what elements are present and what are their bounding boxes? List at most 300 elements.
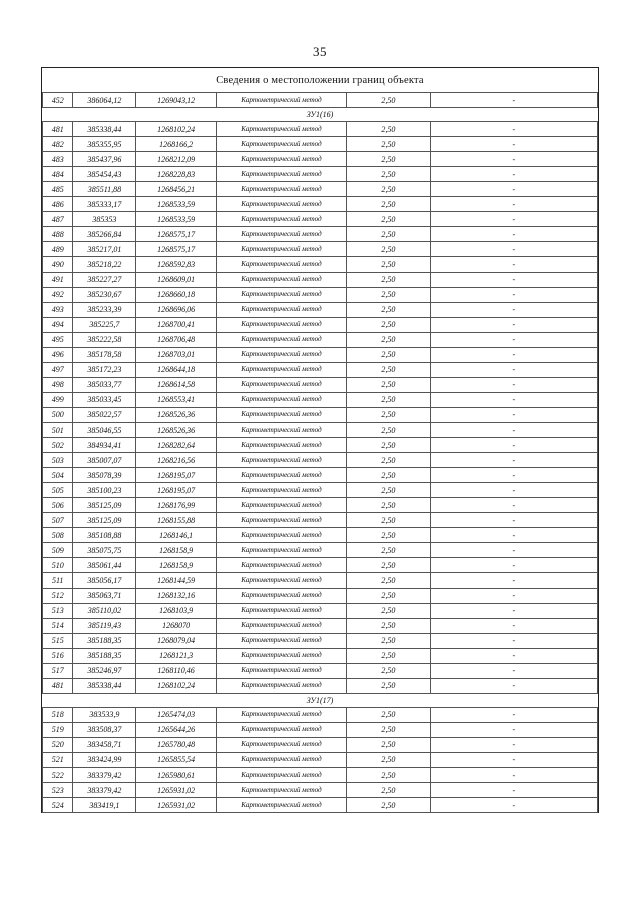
accuracy-cell: 2,50 <box>347 438 431 453</box>
table-row <box>43 663 598 678</box>
x-coordinate-cell: 385033,77 <box>73 377 136 392</box>
method-cell: Картометрический метод <box>216 302 346 317</box>
description-cell: - <box>430 272 597 287</box>
description-cell: - <box>430 618 597 633</box>
method-cell: Картометрический метод <box>216 783 346 798</box>
x-coordinate-cell: 386064,12 <box>73 93 136 108</box>
x-coordinate-cell: 385246,97 <box>73 663 136 678</box>
y-coordinate-cell: 1268614,58 <box>136 377 216 392</box>
table-row <box>43 798 598 813</box>
point-number-cell: 452 <box>43 93 73 108</box>
point-number-cell: 489 <box>43 242 73 257</box>
table-row <box>43 783 598 798</box>
y-coordinate-cell: 1268079,04 <box>136 633 216 648</box>
point-number-cell: 488 <box>43 227 73 242</box>
x-coordinate-cell: 383458,71 <box>73 737 136 752</box>
point-number-cell: 487 <box>43 212 73 227</box>
y-coordinate-cell: 1268121,3 <box>136 648 216 663</box>
point-number-cell: 507 <box>43 513 73 528</box>
accuracy-cell: 2,50 <box>347 543 431 558</box>
point-number-cell: 512 <box>43 588 73 603</box>
accuracy-cell: 2,50 <box>347 783 431 798</box>
point-number-cell: 509 <box>43 543 73 558</box>
x-coordinate-cell: 385266,84 <box>73 227 136 242</box>
accuracy-cell: 2,50 <box>347 362 431 377</box>
x-coordinate-cell: 385075,75 <box>73 543 136 558</box>
method-cell: Картометрический метод <box>216 197 346 212</box>
y-coordinate-cell: 1265980,61 <box>136 768 216 783</box>
method-cell: Картометрический метод <box>216 633 346 648</box>
accuracy-cell: 2,50 <box>347 407 431 422</box>
x-coordinate-cell: 385125,09 <box>73 498 136 513</box>
method-cell: Картометрический метод <box>216 468 346 483</box>
y-coordinate-cell: 1268533,59 <box>136 197 216 212</box>
description-cell: - <box>430 798 597 813</box>
description-cell: - <box>430 137 597 152</box>
point-number-cell: 519 <box>43 722 73 737</box>
accuracy-cell: 2,50 <box>347 182 431 197</box>
point-number-cell: 520 <box>43 737 73 752</box>
point-number-cell: 485 <box>43 182 73 197</box>
table-row <box>43 513 598 528</box>
point-number-cell: 508 <box>43 528 73 543</box>
x-coordinate-cell: 385188,35 <box>73 633 136 648</box>
accuracy-cell: 2,50 <box>347 633 431 648</box>
point-number-cell: 501 <box>43 422 73 437</box>
point-number-cell: 514 <box>43 618 73 633</box>
x-coordinate-cell: 385217,01 <box>73 242 136 257</box>
table-row <box>43 678 598 693</box>
x-coordinate-cell: 385061,44 <box>73 558 136 573</box>
point-number-cell: 513 <box>43 603 73 618</box>
accuracy-cell: 2,50 <box>347 663 431 678</box>
point-number-cell: 523 <box>43 783 73 798</box>
x-coordinate-cell: 385172,23 <box>73 362 136 377</box>
accuracy-cell: 2,50 <box>347 287 431 302</box>
description-cell: - <box>430 347 597 362</box>
y-coordinate-cell: 1265644,26 <box>136 722 216 737</box>
point-number-cell: 491 <box>43 272 73 287</box>
description-cell: - <box>430 783 597 798</box>
description-cell: - <box>430 663 597 678</box>
x-coordinate-cell: 385222,58 <box>73 332 136 347</box>
point-number-cell: 490 <box>43 257 73 272</box>
table-row <box>43 167 598 182</box>
point-number-cell: 481 <box>43 678 73 693</box>
method-cell: Картометрический метод <box>216 93 346 108</box>
method-cell: Картометрический метод <box>216 573 346 588</box>
accuracy-cell: 2,50 <box>347 137 431 152</box>
accuracy-cell: 2,50 <box>347 483 431 498</box>
group-header-row <box>43 693 598 707</box>
point-number-cell: 500 <box>43 407 73 422</box>
group-label: ЗУ1(16) <box>43 108 598 122</box>
description-cell: - <box>430 182 597 197</box>
description-cell: - <box>430 678 597 693</box>
accuracy-cell: 2,50 <box>347 152 431 167</box>
accuracy-cell: 2,50 <box>347 513 431 528</box>
description-cell: - <box>430 438 597 453</box>
point-number-cell: 486 <box>43 197 73 212</box>
table-row <box>43 392 598 407</box>
accuracy-cell: 2,50 <box>347 167 431 182</box>
method-cell: Картометрический метод <box>216 768 346 783</box>
accuracy-cell: 2,50 <box>347 302 431 317</box>
table-row <box>43 407 598 422</box>
method-cell: Картометрический метод <box>216 528 346 543</box>
y-coordinate-cell: 1268158,9 <box>136 543 216 558</box>
description-cell: - <box>430 737 597 752</box>
point-number-cell: 499 <box>43 392 73 407</box>
table-row <box>43 498 598 513</box>
description-cell: - <box>430 513 597 528</box>
y-coordinate-cell: 1265780,48 <box>136 737 216 752</box>
accuracy-cell: 2,50 <box>347 603 431 618</box>
point-number-cell: 522 <box>43 768 73 783</box>
y-coordinate-cell: 1268144,59 <box>136 573 216 588</box>
x-coordinate-cell: 383419,1 <box>73 798 136 813</box>
y-coordinate-cell: 1268166,2 <box>136 137 216 152</box>
point-number-cell: 494 <box>43 317 73 332</box>
x-coordinate-cell: 385225,7 <box>73 317 136 332</box>
table-row <box>43 543 598 558</box>
description-cell: - <box>430 468 597 483</box>
table-row <box>43 752 598 767</box>
coordinates-table-body <box>43 68 598 813</box>
y-coordinate-cell: 1269043,12 <box>136 93 216 108</box>
accuracy-cell: 2,50 <box>347 573 431 588</box>
y-coordinate-cell: 1265855,54 <box>136 752 216 767</box>
method-cell: Картометрический метод <box>216 362 346 377</box>
x-coordinate-cell: 385227,27 <box>73 272 136 287</box>
coordinates-table <box>42 68 598 813</box>
method-cell: Картометрический метод <box>216 347 346 362</box>
y-coordinate-cell: 1268703,01 <box>136 347 216 362</box>
accuracy-cell: 2,50 <box>347 242 431 257</box>
x-coordinate-cell: 385338,44 <box>73 122 136 137</box>
point-number-cell: 484 <box>43 167 73 182</box>
y-coordinate-cell: 1268146,1 <box>136 528 216 543</box>
table-row <box>43 302 598 317</box>
y-coordinate-cell: 1268592,83 <box>136 257 216 272</box>
description-cell: - <box>430 648 597 663</box>
table-row <box>43 242 598 257</box>
x-coordinate-cell: 383379,42 <box>73 783 136 798</box>
table-row <box>43 93 598 108</box>
method-cell: Картометрический метод <box>216 483 346 498</box>
table-row <box>43 377 598 392</box>
x-coordinate-cell: 385125,09 <box>73 513 136 528</box>
point-number-cell: 516 <box>43 648 73 663</box>
y-coordinate-cell: 1268553,41 <box>136 392 216 407</box>
table-row <box>43 483 598 498</box>
point-number-cell: 505 <box>43 483 73 498</box>
x-coordinate-cell: 385338,44 <box>73 678 136 693</box>
point-number-cell: 495 <box>43 332 73 347</box>
method-cell: Картометрический метод <box>216 317 346 332</box>
table-row <box>43 332 598 347</box>
method-cell: Картометрический метод <box>216 152 346 167</box>
y-coordinate-cell: 1268575,17 <box>136 242 216 257</box>
y-coordinate-cell: 1268660,18 <box>136 287 216 302</box>
table-row <box>43 197 598 212</box>
method-cell: Картометрический метод <box>216 722 346 737</box>
method-cell: Картометрический метод <box>216 392 346 407</box>
x-coordinate-cell: 385046,55 <box>73 422 136 437</box>
method-cell: Картометрический метод <box>216 182 346 197</box>
y-coordinate-cell: 1268706,48 <box>136 332 216 347</box>
method-cell: Картометрический метод <box>216 752 346 767</box>
table-row <box>43 468 598 483</box>
point-number-cell: 503 <box>43 453 73 468</box>
method-cell: Картометрический метод <box>216 678 346 693</box>
table-row <box>43 152 598 167</box>
description-cell: - <box>430 332 597 347</box>
table-row <box>43 648 598 663</box>
accuracy-cell: 2,50 <box>347 768 431 783</box>
point-number-cell: 498 <box>43 377 73 392</box>
y-coordinate-cell: 1268575,17 <box>136 227 216 242</box>
method-cell: Картометрический метод <box>216 663 346 678</box>
point-number-cell: 518 <box>43 707 73 722</box>
point-number-cell: 492 <box>43 287 73 302</box>
accuracy-cell: 2,50 <box>347 468 431 483</box>
x-coordinate-cell: 385110,02 <box>73 603 136 618</box>
y-coordinate-cell: 1268195,07 <box>136 483 216 498</box>
group-label: ЗУ1(17) <box>43 693 598 707</box>
method-cell: Картометрический метод <box>216 227 346 242</box>
method-cell: Картометрический метод <box>216 558 346 573</box>
accuracy-cell: 2,50 <box>347 528 431 543</box>
description-cell: - <box>430 422 597 437</box>
method-cell: Картометрический метод <box>216 377 346 392</box>
accuracy-cell: 2,50 <box>347 257 431 272</box>
y-coordinate-cell: 1268216,56 <box>136 453 216 468</box>
page-number: 35 <box>313 44 327 59</box>
table-row <box>43 257 598 272</box>
method-cell: Картометрический метод <box>216 618 346 633</box>
accuracy-cell: 2,50 <box>347 722 431 737</box>
method-cell: Картометрический метод <box>216 603 346 618</box>
point-number-cell: 504 <box>43 468 73 483</box>
table-row <box>43 573 598 588</box>
accuracy-cell: 2,50 <box>347 332 431 347</box>
description-cell: - <box>430 167 597 182</box>
description-cell: - <box>430 558 597 573</box>
description-cell: - <box>430 242 597 257</box>
accuracy-cell: 2,50 <box>347 272 431 287</box>
method-cell: Картометрический метод <box>216 242 346 257</box>
method-cell: Картометрический метод <box>216 588 346 603</box>
x-coordinate-cell: 385056,17 <box>73 573 136 588</box>
point-number-cell: 502 <box>43 438 73 453</box>
table-row <box>43 558 598 573</box>
y-coordinate-cell: 1268195,07 <box>136 468 216 483</box>
description-cell: - <box>430 93 597 108</box>
y-coordinate-cell: 1268526,36 <box>136 422 216 437</box>
y-coordinate-cell: 1268102,24 <box>136 678 216 693</box>
accuracy-cell: 2,50 <box>347 453 431 468</box>
description-cell: - <box>430 407 597 422</box>
x-coordinate-cell: 383533,9 <box>73 707 136 722</box>
method-cell: Картометрический метод <box>216 272 346 287</box>
table-row <box>43 438 598 453</box>
y-coordinate-cell: 1268103,9 <box>136 603 216 618</box>
y-coordinate-cell: 1265474,03 <box>136 707 216 722</box>
accuracy-cell: 2,50 <box>347 498 431 513</box>
x-coordinate-cell: 385355,95 <box>73 137 136 152</box>
description-cell: - <box>430 197 597 212</box>
method-cell: Картометрический метод <box>216 212 346 227</box>
x-coordinate-cell: 385119,43 <box>73 618 136 633</box>
x-coordinate-cell: 385437,96 <box>73 152 136 167</box>
x-coordinate-cell: 385188,35 <box>73 648 136 663</box>
description-cell: - <box>430 392 597 407</box>
table-title: Сведения о местоположении границ объекта <box>43 68 598 93</box>
accuracy-cell: 2,50 <box>347 347 431 362</box>
x-coordinate-cell: 383508,37 <box>73 722 136 737</box>
x-coordinate-cell: 383379,42 <box>73 768 136 783</box>
table-row <box>43 707 598 722</box>
x-coordinate-cell: 385218,22 <box>73 257 136 272</box>
x-coordinate-cell: 385108,88 <box>73 528 136 543</box>
table-row <box>43 603 598 618</box>
description-cell: - <box>430 483 597 498</box>
x-coordinate-cell: 385353 <box>73 212 136 227</box>
y-coordinate-cell: 1268696,06 <box>136 302 216 317</box>
table-row <box>43 272 598 287</box>
table-row <box>43 453 598 468</box>
description-cell: - <box>430 528 597 543</box>
y-coordinate-cell: 1268155,88 <box>136 513 216 528</box>
y-coordinate-cell: 1268110,46 <box>136 663 216 678</box>
description-cell: - <box>430 302 597 317</box>
point-number-cell: 481 <box>43 122 73 137</box>
description-cell: - <box>430 603 597 618</box>
y-coordinate-cell: 1268456,21 <box>136 182 216 197</box>
accuracy-cell: 2,50 <box>347 422 431 437</box>
x-coordinate-cell: 384934,41 <box>73 438 136 453</box>
method-cell: Картометрический метод <box>216 498 346 513</box>
description-cell: - <box>430 362 597 377</box>
accuracy-cell: 2,50 <box>347 752 431 767</box>
table-row <box>43 737 598 752</box>
x-coordinate-cell: 385063,71 <box>73 588 136 603</box>
y-coordinate-cell: 1265931,02 <box>136 798 216 813</box>
y-coordinate-cell: 1268609,01 <box>136 272 216 287</box>
table-row <box>43 227 598 242</box>
accuracy-cell: 2,50 <box>347 392 431 407</box>
point-number-cell: 482 <box>43 137 73 152</box>
description-cell: - <box>430 227 597 242</box>
point-number-cell: 511 <box>43 573 73 588</box>
description-cell: - <box>430 588 597 603</box>
x-coordinate-cell: 385233,39 <box>73 302 136 317</box>
description-cell: - <box>430 317 597 332</box>
y-coordinate-cell: 1268176,99 <box>136 498 216 513</box>
description-cell: - <box>430 768 597 783</box>
point-number-cell: 521 <box>43 752 73 767</box>
table-row <box>43 362 598 377</box>
table-row <box>43 182 598 197</box>
point-number-cell: 517 <box>43 663 73 678</box>
description-cell: - <box>430 212 597 227</box>
accuracy-cell: 2,50 <box>347 798 431 813</box>
table-row <box>43 722 598 737</box>
method-cell: Картометрический метод <box>216 407 346 422</box>
method-cell: Картометрический метод <box>216 137 346 152</box>
point-number-cell: 496 <box>43 347 73 362</box>
boundary-coordinates-sheet <box>41 67 599 813</box>
accuracy-cell: 2,50 <box>347 317 431 332</box>
table-row <box>43 212 598 227</box>
accuracy-cell: 2,50 <box>347 227 431 242</box>
y-coordinate-cell: 1268132,16 <box>136 588 216 603</box>
point-number-cell: 515 <box>43 633 73 648</box>
table-row <box>43 137 598 152</box>
table-row <box>43 768 598 783</box>
y-coordinate-cell: 1268282,64 <box>136 438 216 453</box>
table-row <box>43 122 598 137</box>
accuracy-cell: 2,50 <box>347 618 431 633</box>
point-number-cell: 483 <box>43 152 73 167</box>
accuracy-cell: 2,50 <box>347 648 431 663</box>
table-row <box>43 633 598 648</box>
table-row <box>43 422 598 437</box>
table-row <box>43 588 598 603</box>
x-coordinate-cell: 385022,57 <box>73 407 136 422</box>
description-cell: - <box>430 543 597 558</box>
method-cell: Картометрический метод <box>216 438 346 453</box>
method-cell: Картометрический метод <box>216 798 346 813</box>
method-cell: Картометрический метод <box>216 167 346 182</box>
method-cell: Картометрический метод <box>216 422 346 437</box>
y-coordinate-cell: 1268070 <box>136 618 216 633</box>
accuracy-cell: 2,50 <box>347 93 431 108</box>
description-cell: - <box>430 498 597 513</box>
table-header-row <box>43 68 598 93</box>
table-row <box>43 347 598 362</box>
accuracy-cell: 2,50 <box>347 707 431 722</box>
x-coordinate-cell: 385078,39 <box>73 468 136 483</box>
method-cell: Картометрический метод <box>216 513 346 528</box>
description-cell: - <box>430 152 597 167</box>
method-cell: Картометрический метод <box>216 707 346 722</box>
y-coordinate-cell: 1268526,36 <box>136 407 216 422</box>
y-coordinate-cell: 1268228,83 <box>136 167 216 182</box>
description-cell: - <box>430 752 597 767</box>
method-cell: Картометрический метод <box>216 257 346 272</box>
method-cell: Картометрический метод <box>216 453 346 468</box>
method-cell: Картометрический метод <box>216 543 346 558</box>
x-coordinate-cell: 385511,88 <box>73 182 136 197</box>
group-header-row <box>43 108 598 122</box>
description-cell: - <box>430 287 597 302</box>
x-coordinate-cell: 385454,43 <box>73 167 136 182</box>
method-cell: Картометрический метод <box>216 737 346 752</box>
table-row <box>43 317 598 332</box>
method-cell: Картометрический метод <box>216 122 346 137</box>
point-number-cell: 506 <box>43 498 73 513</box>
accuracy-cell: 2,50 <box>347 678 431 693</box>
description-cell: - <box>430 722 597 737</box>
y-coordinate-cell: 1268158,9 <box>136 558 216 573</box>
y-coordinate-cell: 1268212,09 <box>136 152 216 167</box>
x-coordinate-cell: 385100,23 <box>73 483 136 498</box>
x-coordinate-cell: 385333,17 <box>73 197 136 212</box>
accuracy-cell: 2,50 <box>347 588 431 603</box>
description-cell: - <box>430 453 597 468</box>
